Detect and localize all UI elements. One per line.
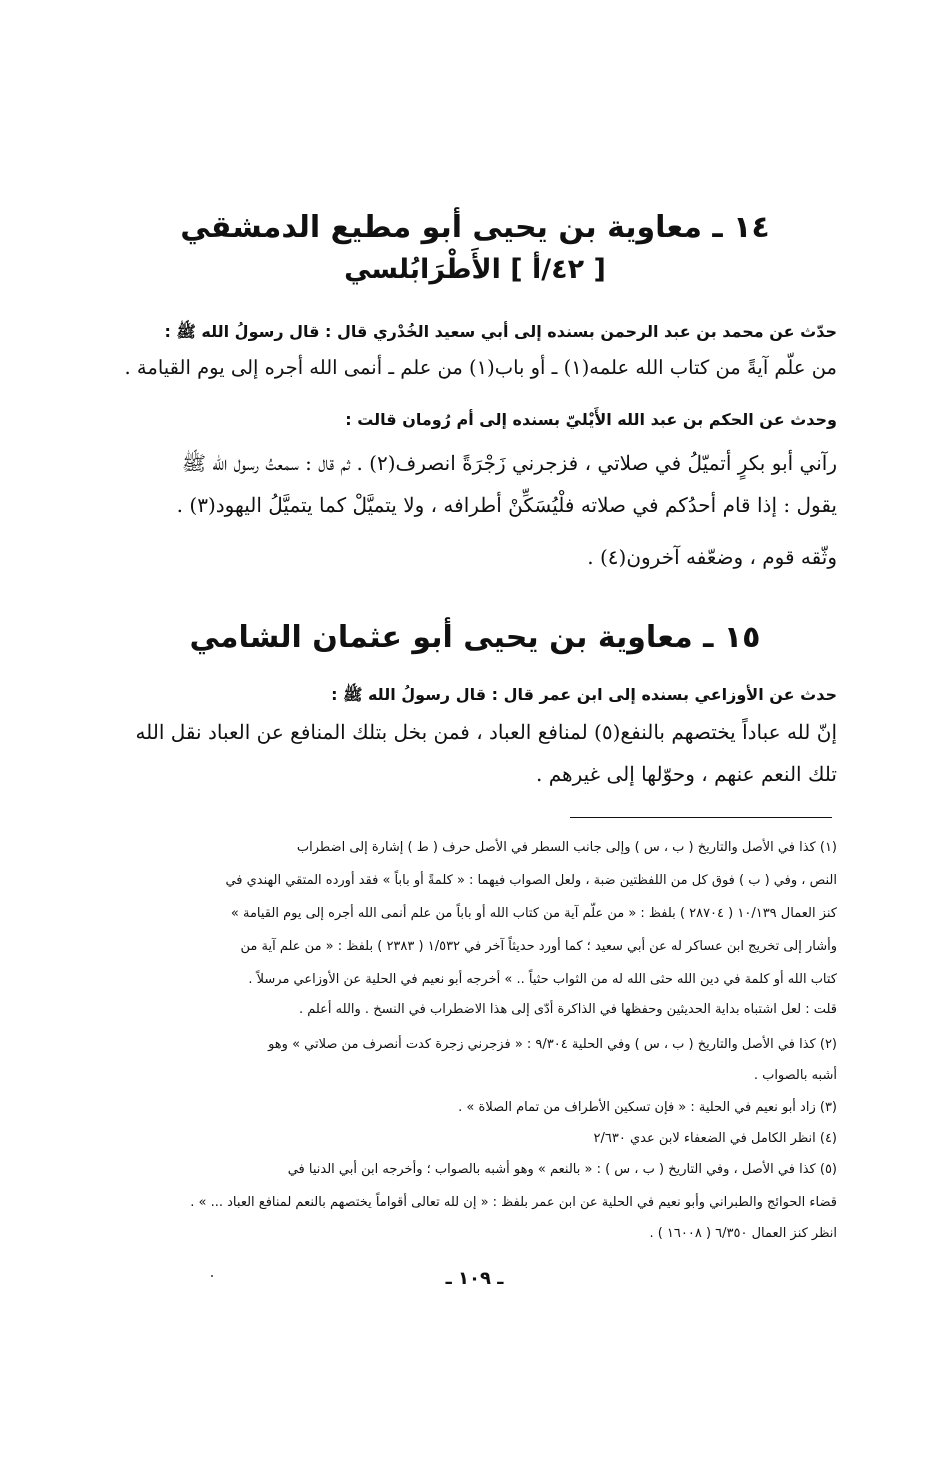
entry-14-verdict: وثّقه قوم ، وضعّفه آخرون(٤) . <box>587 545 837 569</box>
entry-15-heading: ١٥ ـ معاوية بن يحيى أبو عثمان الشامي <box>189 620 761 655</box>
entry-14-matn-2-line-1: رآني أبو بكرٍ أتميّلُ في صلاتي ، فزجرني زَجْرَةً انصرف(٢) . ثم قال : سمعتُ رسول الله ﷺ <box>181 451 837 475</box>
entry-14-subheading: [ ٤٢/أ ] الأَطْرَابُلسي <box>344 254 606 285</box>
footnote-line: أشبه بالصواب . <box>753 1068 837 1083</box>
scan-speck <box>211 1275 213 1277</box>
entry-14-matn-1: من علّم آيةً من كتاب الله علمه(١) ـ أو باب(١) من علم ـ أنمى الله أجره إلى يوم القيامة . <box>124 356 837 379</box>
footnote-line: وأشار إلى تخريج ابن عساكر له عن أبي سعيد ؛ كما أورد حديثاً آخر في ١/٥٣٢ ( ٢٣٨٣ ) بلفظ : « من علم آية من <box>240 939 837 954</box>
footnote-line: (٣) زاد أبو نعيم في الحلية : « فإن تسكين الأطراف من تمام الصلاة » . <box>458 1100 837 1115</box>
footnote-line: انظر كنز العمال ٦/٣٥٠ ( ١٦٠٠٨ ) . <box>649 1226 837 1241</box>
entry-15-matn-1-line-1: إنّ لله عباداً يختصهم بالنفع(٥) لمنافع العباد ، فمن بخل بتلك المنافع عن العباد نقل الله <box>135 720 837 744</box>
footnote-line: (٥) كذا في الأصل ، وفي التاريخ ( ب ، س ) : « بالنعم » وهو أشبه بالصواب ؛ وأخرجه ابن أبي الدنيا في <box>287 1162 837 1177</box>
footnote-line: كنز العمال ١٠/١٣٩ ( ٢٨٧٠٤ ) بلفظ : « من علّم آية من كتاب الله أو باباً من علم أنمى الله أجره إلى يوم القيامة » <box>230 906 837 921</box>
footnote-separator <box>570 817 832 818</box>
entry-14-isnad-1: حدّث عن محمد بن عبد الرحمن بسنده إلى أبي سعيد الخُدْري قال : قال رسولُ الله ﷺ : <box>164 322 837 341</box>
entry-14-heading: ١٤ ـ معاوية بن يحيى أبو مطيع الدمشقي <box>180 210 770 245</box>
footnote-line: قضاء الحوائج والطبراني وأبو نعيم في الحلية عن ابن عمر بلفظ : « إن لله تعالى أقواماً يختصهم بالنعم لمنافع العباد ... » . <box>190 1195 837 1210</box>
entry-14-matn-2-line-2: يقول : إذا قام أحدُكم في صلاته فلْيُسَكِّنْ أطرافه ، ولا يتميَّلْ كما يتميَّلُ اليهود(٣) . <box>176 493 837 517</box>
footnote-line: النص ، وفي ( ب ) فوق كل من اللفظتين ضبة ، ولعل الصواب فيهما : « كلمةً أو باباً » فقد أورده المتقي الهندي في <box>225 873 837 888</box>
entry-14-isnad-2: وحدث عن الحكم بن عبد الله الأَيْليّ بسنده إلى أم رُومان قالت : <box>345 410 837 429</box>
entry-15-matn-1-line-2: تلك النعم عنهم ، وحوّلها إلى غيرهم . <box>536 762 837 786</box>
entry-15-isnad-1: حدث عن الأوزاعي بسنده إلى ابن عمر قال : قال رسولُ الله ﷺ : <box>331 685 837 704</box>
footnote-line: (١) كذا في الأصل والتاريخ ( ب ، س ) وإلى جانب السطر في الأصل حرف ( ط ) إشارة إلى اضطراب <box>296 840 837 855</box>
footnote-line: (٢) كذا في الأصل والتاريخ ( ب ، س ) وفي الحلية ٩/٣٠٤ : « فزجرني زجرة كدت أنصرف من صلاتي » وهو <box>268 1037 837 1052</box>
footnote-line: كتاب الله أو كلمة في دين الله حثى الله له من الثواب حثياً .. » أخرجه أبو نعيم في الحلية عن الأوزاعي مرسلاً . <box>248 972 837 987</box>
footnote-line: (٤) انظر الكامل في الضعفاء لابن عدي ٢/٦٣٠ <box>593 1131 837 1146</box>
page-number: ـ ١٠٩ ـ <box>445 1268 504 1289</box>
footnote-line: قلت : لعل اشتباه بداية الحديثين وحفظها في الذاكرة أدّى إلى هذا الاضطراب في النسخ . والله أعلم . <box>298 1002 837 1017</box>
